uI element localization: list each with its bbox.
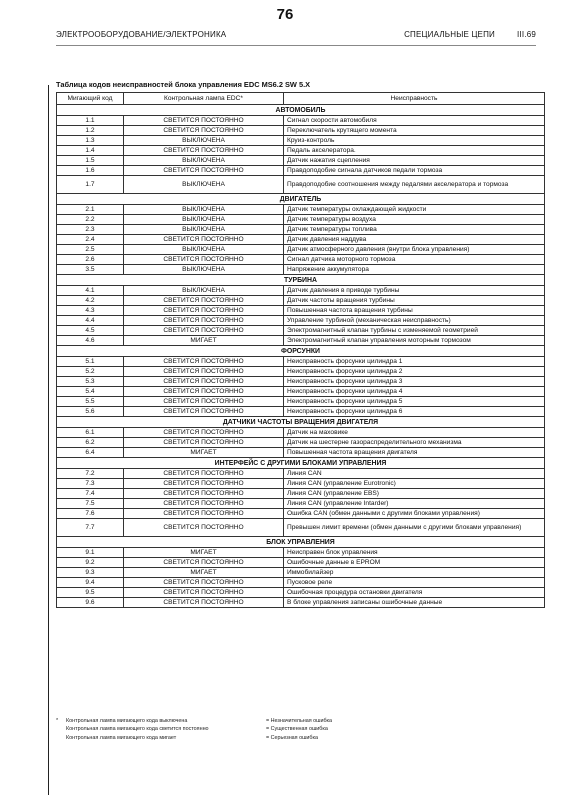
fault-code-cell: 7.6 (57, 509, 124, 519)
fault-code-cell: 2.4 (57, 235, 124, 245)
fault-description-cell: Сигнал датчика моторного тормоза (284, 255, 545, 265)
section-row (57, 537, 545, 548)
lamp-state-cell: МИГАЕТ (124, 336, 284, 346)
fault-code-cell: 6.2 (57, 438, 124, 448)
fault-description-cell: Неисправность форсунки цилиндра 6 (284, 407, 545, 417)
fault-description-cell: Линия CAN (284, 469, 545, 479)
lamp-state-cell: ВЫКЛЮЧЕНА (124, 205, 284, 215)
table-row (57, 407, 545, 417)
fault-description-cell: Переключатель крутящего момента (284, 126, 545, 136)
fault-code-cell: 7.7 (57, 519, 124, 537)
lamp-state-cell: СВЕТИТСЯ ПОСТОЯННО (124, 116, 284, 126)
fault-code-cell: 7.3 (57, 479, 124, 489)
fault-code-cell: 5.2 (57, 367, 124, 377)
fault-description-cell: Педаль акселератора. (284, 146, 545, 156)
lamp-state-cell: СВЕТИТСЯ ПОСТОЯННО (124, 598, 284, 608)
table-row (57, 598, 545, 608)
table-body (57, 105, 545, 608)
lamp-state-cell: ВЫКЛЮЧЕНА (124, 245, 284, 255)
header-blink-code: Мигающий код (57, 93, 124, 105)
fault-description-cell: Датчик давления в приводе турбины (284, 286, 545, 296)
fault-code-cell: 5.3 (57, 377, 124, 387)
legend-label: Контрольная лампа мигающего кода выключена (66, 718, 188, 724)
fault-code-cell: 9.5 (57, 588, 124, 598)
fault-code-cell: 4.1 (57, 286, 124, 296)
header-right (404, 30, 536, 39)
table-row (57, 558, 545, 568)
fault-code-cell: 7.5 (57, 499, 124, 509)
fault-description-cell: Электромагнитный клапан турбины с изменяемой геометрией (284, 326, 545, 336)
section-row (57, 417, 545, 428)
header-chapter-title: СПЕЦИАЛЬНЫЕ ЦЕПИ (404, 30, 495, 39)
table-row (57, 136, 545, 146)
legend-value: = Существенная ошибка (266, 726, 328, 733)
table-row (57, 126, 545, 136)
lamp-state-cell: СВЕТИТСЯ ПОСТОЯННО (124, 489, 284, 499)
section-row (57, 458, 545, 469)
lamp-state-cell: СВЕТИТСЯ ПОСТОЯННО (124, 509, 284, 519)
lamp-state-cell: СВЕТИТСЯ ПОСТОЯННО (124, 235, 284, 245)
section-row (57, 346, 545, 357)
fault-description-cell: Датчик давления наддува (284, 235, 545, 245)
lamp-state-cell: СВЕТИТСЯ ПОСТОЯННО (124, 387, 284, 397)
fault-description-cell: Датчик атмосферного давления (внутри блока управления) (284, 245, 545, 255)
table-row (57, 489, 545, 499)
table-header-row (57, 93, 545, 105)
header-rule (56, 45, 536, 46)
table-row (57, 448, 545, 458)
lamp-state-cell: СВЕТИТСЯ ПОСТОЯННО (124, 519, 284, 537)
fault-description-cell: Ошибочные данные в EPROM (284, 558, 545, 568)
fault-description-cell: Неисправность форсунки цилиндра 4 (284, 387, 545, 397)
table-row (57, 225, 545, 235)
fault-description-cell: Пусковое реле (284, 578, 545, 588)
fault-code-cell: 1.2 (57, 126, 124, 136)
fault-description-cell: Электромагнитный клапан управления моторным тормозом (284, 336, 545, 346)
fault-description-cell: Превышен лимит времени (обмен данными с другими блоками управления) (284, 519, 545, 537)
table-row (57, 387, 545, 397)
fault-code-cell: 5.6 (57, 407, 124, 417)
lamp-state-cell: СВЕТИТСЯ ПОСТОЯННО (124, 479, 284, 489)
fault-code-cell: 1.7 (57, 176, 124, 194)
table-row (57, 176, 545, 194)
fault-code-cell: 5.1 (57, 357, 124, 367)
fault-code-cell: 9.6 (57, 598, 124, 608)
fault-code-cell: 3.5 (57, 265, 124, 275)
lamp-state-cell: МИГАЕТ (124, 568, 284, 578)
table-row (57, 397, 545, 407)
fault-description-cell: Неисправность форсунки цилиндра 1 (284, 357, 545, 367)
fault-code-cell: 4.2 (57, 296, 124, 306)
legend (56, 717, 466, 742)
fault-code-cell: 4.4 (57, 316, 124, 326)
table-row (57, 205, 545, 215)
fault-description-cell: Иммобилайзер (284, 568, 545, 578)
lamp-state-cell: СВЕТИТСЯ ПОСТОЯННО (124, 367, 284, 377)
table-row (57, 255, 545, 265)
fault-description-cell: Неисправность форсунки цилиндра 2 (284, 367, 545, 377)
table-row (57, 509, 545, 519)
fault-description-cell: Датчик температуры охлаждающей жидкости (284, 205, 545, 215)
table-row (57, 215, 545, 225)
fault-code-cell: 9.4 (57, 578, 124, 588)
lamp-state-cell: СВЕТИТСЯ ПОСТОЯННО (124, 126, 284, 136)
section-row (57, 275, 545, 286)
legend-row (56, 717, 466, 725)
lamp-state-cell: СВЕТИТСЯ ПОСТОЯННО (124, 146, 284, 156)
lamp-state-cell: СВЕТИТСЯ ПОСТОЯННО (124, 316, 284, 326)
lamp-state-cell: ВЫКЛЮЧЕНА (124, 215, 284, 225)
lamp-state-cell: ВЫКЛЮЧЕНА (124, 136, 284, 146)
fault-code-cell: 9.1 (57, 548, 124, 558)
table-row (57, 245, 545, 255)
lamp-state-cell: МИГАЕТ (124, 448, 284, 458)
table-row (57, 428, 545, 438)
fault-code-cell: 1.1 (57, 116, 124, 126)
section-title: АВТОМОБИЛЬ (57, 105, 545, 116)
fault-description-cell: Круиз-контроль (284, 136, 545, 146)
table-row (57, 519, 545, 537)
lamp-state-cell: СВЕТИТСЯ ПОСТОЯННО (124, 296, 284, 306)
fault-description-cell: Неисправность форсунки цилиндра 5 (284, 397, 545, 407)
fault-description-cell: Повышенная частота вращения двигателя (284, 448, 545, 458)
lamp-state-cell: СВЕТИТСЯ ПОСТОЯННО (124, 326, 284, 336)
table-row (57, 548, 545, 558)
table-row (57, 479, 545, 489)
fault-description-cell: Датчик нажатия сцепления (284, 156, 545, 166)
table-row (57, 357, 545, 367)
fault-code-cell: 4.5 (57, 326, 124, 336)
table-row (57, 116, 545, 126)
fault-code-cell: 4.6 (57, 336, 124, 346)
fault-code-cell: 2.5 (57, 245, 124, 255)
table-row (57, 469, 545, 479)
fault-description-cell: Линия CAN (управление Intarder) (284, 499, 545, 509)
lamp-state-cell: СВЕТИТСЯ ПОСТОЯННО (124, 397, 284, 407)
table-row (57, 367, 545, 377)
section-row (57, 105, 545, 116)
fault-code-cell: 2.6 (57, 255, 124, 265)
fault-description-cell: Правдоподобие соотношения между педалями акселератора и тормоза (284, 176, 545, 194)
lamp-state-cell: СВЕТИТСЯ ПОСТОЯННО (124, 469, 284, 479)
fault-description-cell: Напряжение аккумулятора (284, 265, 545, 275)
fault-description-cell: Неисправность форсунки цилиндра 3 (284, 377, 545, 387)
lamp-state-cell: СВЕТИТСЯ ПОСТОЯННО (124, 499, 284, 509)
legend-label: Контрольная лампа мигающего кода светится постоянно (66, 726, 209, 733)
table-row (57, 499, 545, 509)
fault-code-cell: 6.4 (57, 448, 124, 458)
lamp-state-cell: СВЕТИТСЯ ПОСТОЯННО (124, 255, 284, 265)
table-row (57, 166, 545, 176)
margin-line (48, 85, 49, 795)
fault-description-cell: Управление турбиной (механическая неисправность) (284, 316, 545, 326)
lamp-state-cell: СВЕТИТСЯ ПОСТОЯННО (124, 558, 284, 568)
fault-code-cell: 5.5 (57, 397, 124, 407)
fault-description-cell: Ошибка CAN (обмен данными с другими блоками управления) (284, 509, 545, 519)
fault-description-cell: Повышенная частота вращения турбины (284, 306, 545, 316)
table-row (57, 588, 545, 598)
page-number: 76 (276, 6, 294, 23)
header-fault: Неисправность (284, 93, 545, 105)
lamp-state-cell: ВЫКЛЮЧЕНА (124, 156, 284, 166)
fault-description-cell: Неисправен блок управления (284, 548, 545, 558)
fault-code-cell: 6.1 (57, 428, 124, 438)
table-row (57, 156, 545, 166)
lamp-state-cell: СВЕТИТСЯ ПОСТОЯННО (124, 407, 284, 417)
table-row (57, 336, 545, 346)
lamp-state-cell: СВЕТИТСЯ ПОСТОЯННО (124, 357, 284, 367)
fault-description-cell: Датчик на маховике (284, 428, 545, 438)
lamp-state-cell: ВЫКЛЮЧЕНА (124, 225, 284, 235)
legend-value: = Серьезная ошибка (266, 734, 318, 741)
legend-row (56, 725, 466, 733)
lamp-state-cell: ВЫКЛЮЧЕНА (124, 265, 284, 275)
fault-code-cell: 1.5 (57, 156, 124, 166)
lamp-state-cell: СВЕТИТСЯ ПОСТОЯННО (124, 438, 284, 448)
header-section-title: ЭЛЕКТРООБОРУДОВАНИЕ/ЭЛЕКТРОНИКА (56, 30, 227, 39)
section-title: ДВИГАТЕЛЬ (57, 194, 545, 205)
table-row (57, 316, 545, 326)
table-row (57, 286, 545, 296)
fault-description-cell: Ошибочная процедура остановки двигателя (284, 588, 545, 598)
section-row (57, 194, 545, 205)
fault-code-cell: 1.3 (57, 136, 124, 146)
fault-code-cell: 5.4 (57, 387, 124, 397)
table-row (57, 578, 545, 588)
table-row (57, 235, 545, 245)
table-row (57, 306, 545, 316)
fault-description-cell: Датчик на шестерне газораспределительного механизма (284, 438, 545, 448)
fault-code-cell: 2.3 (57, 225, 124, 235)
fault-description-cell: Линия CAN (управление EBS) (284, 489, 545, 499)
legend-value: = Незначительная ошибка (266, 718, 333, 724)
page-header (56, 30, 536, 39)
fault-description-cell: Правдоподобие сигнала датчиков педали тормоза (284, 166, 545, 176)
section-title: ИНТЕРФЕЙС С ДРУГИМИ БЛОКАМИ УПРАВЛЕНИЯ (57, 458, 545, 469)
fault-code-cell: 2.2 (57, 215, 124, 225)
table-row (57, 146, 545, 156)
lamp-state-cell: ВЫКЛЮЧЕНА (124, 286, 284, 296)
legend-row (56, 734, 466, 742)
legend-label: Контрольная лампа мигающего кода мигает (66, 734, 177, 741)
lamp-state-cell: СВЕТИТСЯ ПОСТОЯННО (124, 588, 284, 598)
fault-code-cell: 9.3 (57, 568, 124, 578)
fault-description-cell: Датчик температуры топлива (284, 225, 545, 235)
fault-code-cell: 2.1 (57, 205, 124, 215)
section-title: БЛОК УПРАВЛЕНИЯ (57, 537, 545, 548)
table-row (57, 438, 545, 448)
table-row (57, 377, 545, 387)
fault-description-cell: Датчик частоты вращения турбины (284, 296, 545, 306)
lamp-state-cell: СВЕТИТСЯ ПОСТОЯННО (124, 578, 284, 588)
fault-code-cell: 7.4 (57, 489, 124, 499)
lamp-state-cell: СВЕТИТСЯ ПОСТОЯННО (124, 377, 284, 387)
fault-code-cell: 4.3 (57, 306, 124, 316)
lamp-state-cell: СВЕТИТСЯ ПОСТОЯННО (124, 166, 284, 176)
table-row (57, 265, 545, 275)
fault-code-cell: 7.2 (57, 469, 124, 479)
fault-code-cell: 1.4 (57, 146, 124, 156)
fault-description-cell: Сигнал скорости автомобиля (284, 116, 545, 126)
section-title: ФОРСУНКИ (57, 346, 545, 357)
table-row (57, 296, 545, 306)
header-edc-lamp: Контрольная лампа EDC* (124, 93, 284, 105)
lamp-state-cell: МИГАЕТ (124, 548, 284, 558)
legend-marker: * (56, 718, 59, 724)
table-row (57, 568, 545, 578)
lamp-state-cell: СВЕТИТСЯ ПОСТОЯННО (124, 428, 284, 438)
section-title: ДАТЧИКИ ЧАСТОТЫ ВРАЩЕНИЯ ДВИГАТЕЛЯ (57, 417, 545, 428)
fault-code-table (56, 92, 545, 608)
fault-code-cell: 1.6 (57, 166, 124, 176)
fault-description-cell: В блоке управления записаны ошибочные данные (284, 598, 545, 608)
table-row (57, 326, 545, 336)
header-page-code: III.69 (517, 30, 536, 39)
lamp-state-cell: ВЫКЛЮЧЕНА (124, 176, 284, 194)
section-title: ТУРБИНА (57, 275, 545, 286)
fault-code-cell: 9.2 (57, 558, 124, 568)
lamp-state-cell: СВЕТИТСЯ ПОСТОЯННО (124, 306, 284, 316)
table-title: Таблица кодов неисправностей блока управления EDC MS6.2 SW 5.X (56, 80, 311, 89)
fault-description-cell: Линия CAN (управление Eurotronic) (284, 479, 545, 489)
fault-description-cell: Датчик температуры воздуха (284, 215, 545, 225)
